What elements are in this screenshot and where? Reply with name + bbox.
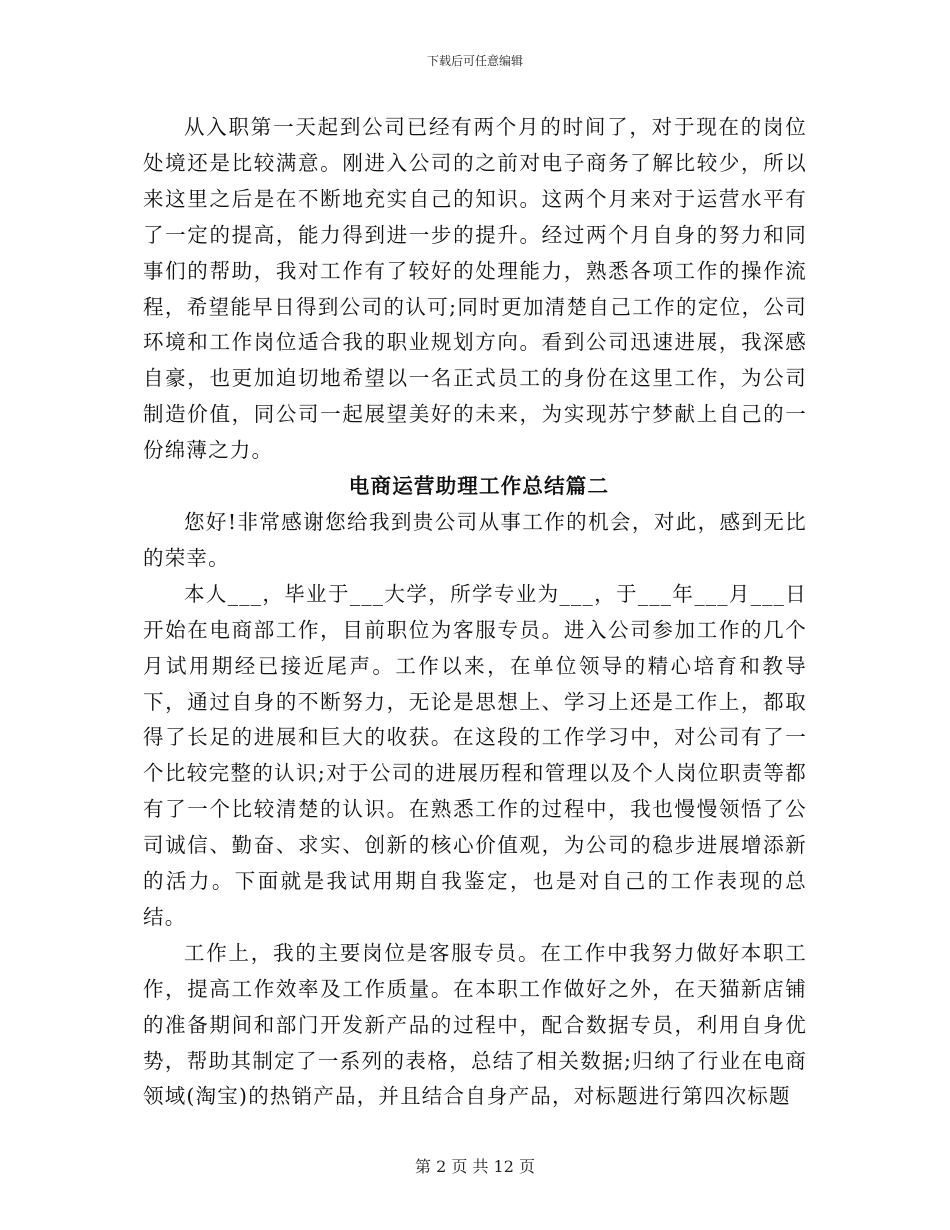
section-title: 电商运营助理工作总结篇二 <box>348 474 610 499</box>
page-header-note: 下载后可任意编辑 <box>426 54 523 68</box>
page-number-footer: 第 2 页 共 12 页 <box>415 1157 535 1176</box>
document-body <box>143 110 807 1115</box>
paragraph-2: 您好!非常感谢您给我到贵公司从事工作的机会，对此，感到无比的荣幸。 <box>143 509 807 570</box>
paragraph-3: 本人___，毕业于___大学，所学专业为___，于___年___月___日开始在电商部工作，目前职位为客服专员。进入公司参加工作的几个月试用期经已接近尾声。工作以来，在单位领导的精心培育和教导下，通过自身的不断努力，无论是思想上、学习上还是工作上，都取得了长足的进展和巨大的收获。在这段的工作学习中，对公司有了一个比较完整的认识;对于公司的进展历程和管理以及个人岗位职责等都有了一个比较清楚的认识。在熟悉工作的过程中，我也慢慢领悟了公司诚信、勤奋、求实、创新的核心价值观，为公司的稳步进展增添新的活力。下面就是我试用期自我鉴定，也是对自己的工作表现的总结。 <box>143 581 807 929</box>
paragraph-1: 从入职第一天起到公司已经有两个月的时间了，对于现在的岗位处境还是比较满意。刚进入公司的之前对电子商务了解比较少，所以来这里之后是在不断地充实自己的知识。这两个月来对于运营水平有了一定的提高，能力得到进一步的提升。经过两个月自身的努力和同事们的帮助，我对工作有了较好的处理能力，熟悉各项工作的操作流程，希望能早日得到公司的认可;同时更加清楚自己工作的定位，公司环境和工作岗位适合我的职业规划方向。看到公司迅速进展，我深感自豪，也更加迫切地希望以一名正式员工的身份在这里工作，为公司制造价值，同公司一起展望美好的未来，为实现苏宁梦献上自己的一份绵薄之力。 <box>143 115 807 463</box>
paragraph-4: 工作上，我的主要岗位是客服专员。在工作中我努力做好本职工作，提高工作效率及工作质量。在本职工作做好之外，在天猫新店铺的准备期间和部门开发新产品的过程中，配合数据专员，利用自身优势，帮助其制定了一系列的表格，总结了相关数据;归纳了行业在电商领域(淘宝)的热销产品，并且结合自身产品，对标题进行第四次标题 <box>143 940 807 1109</box>
